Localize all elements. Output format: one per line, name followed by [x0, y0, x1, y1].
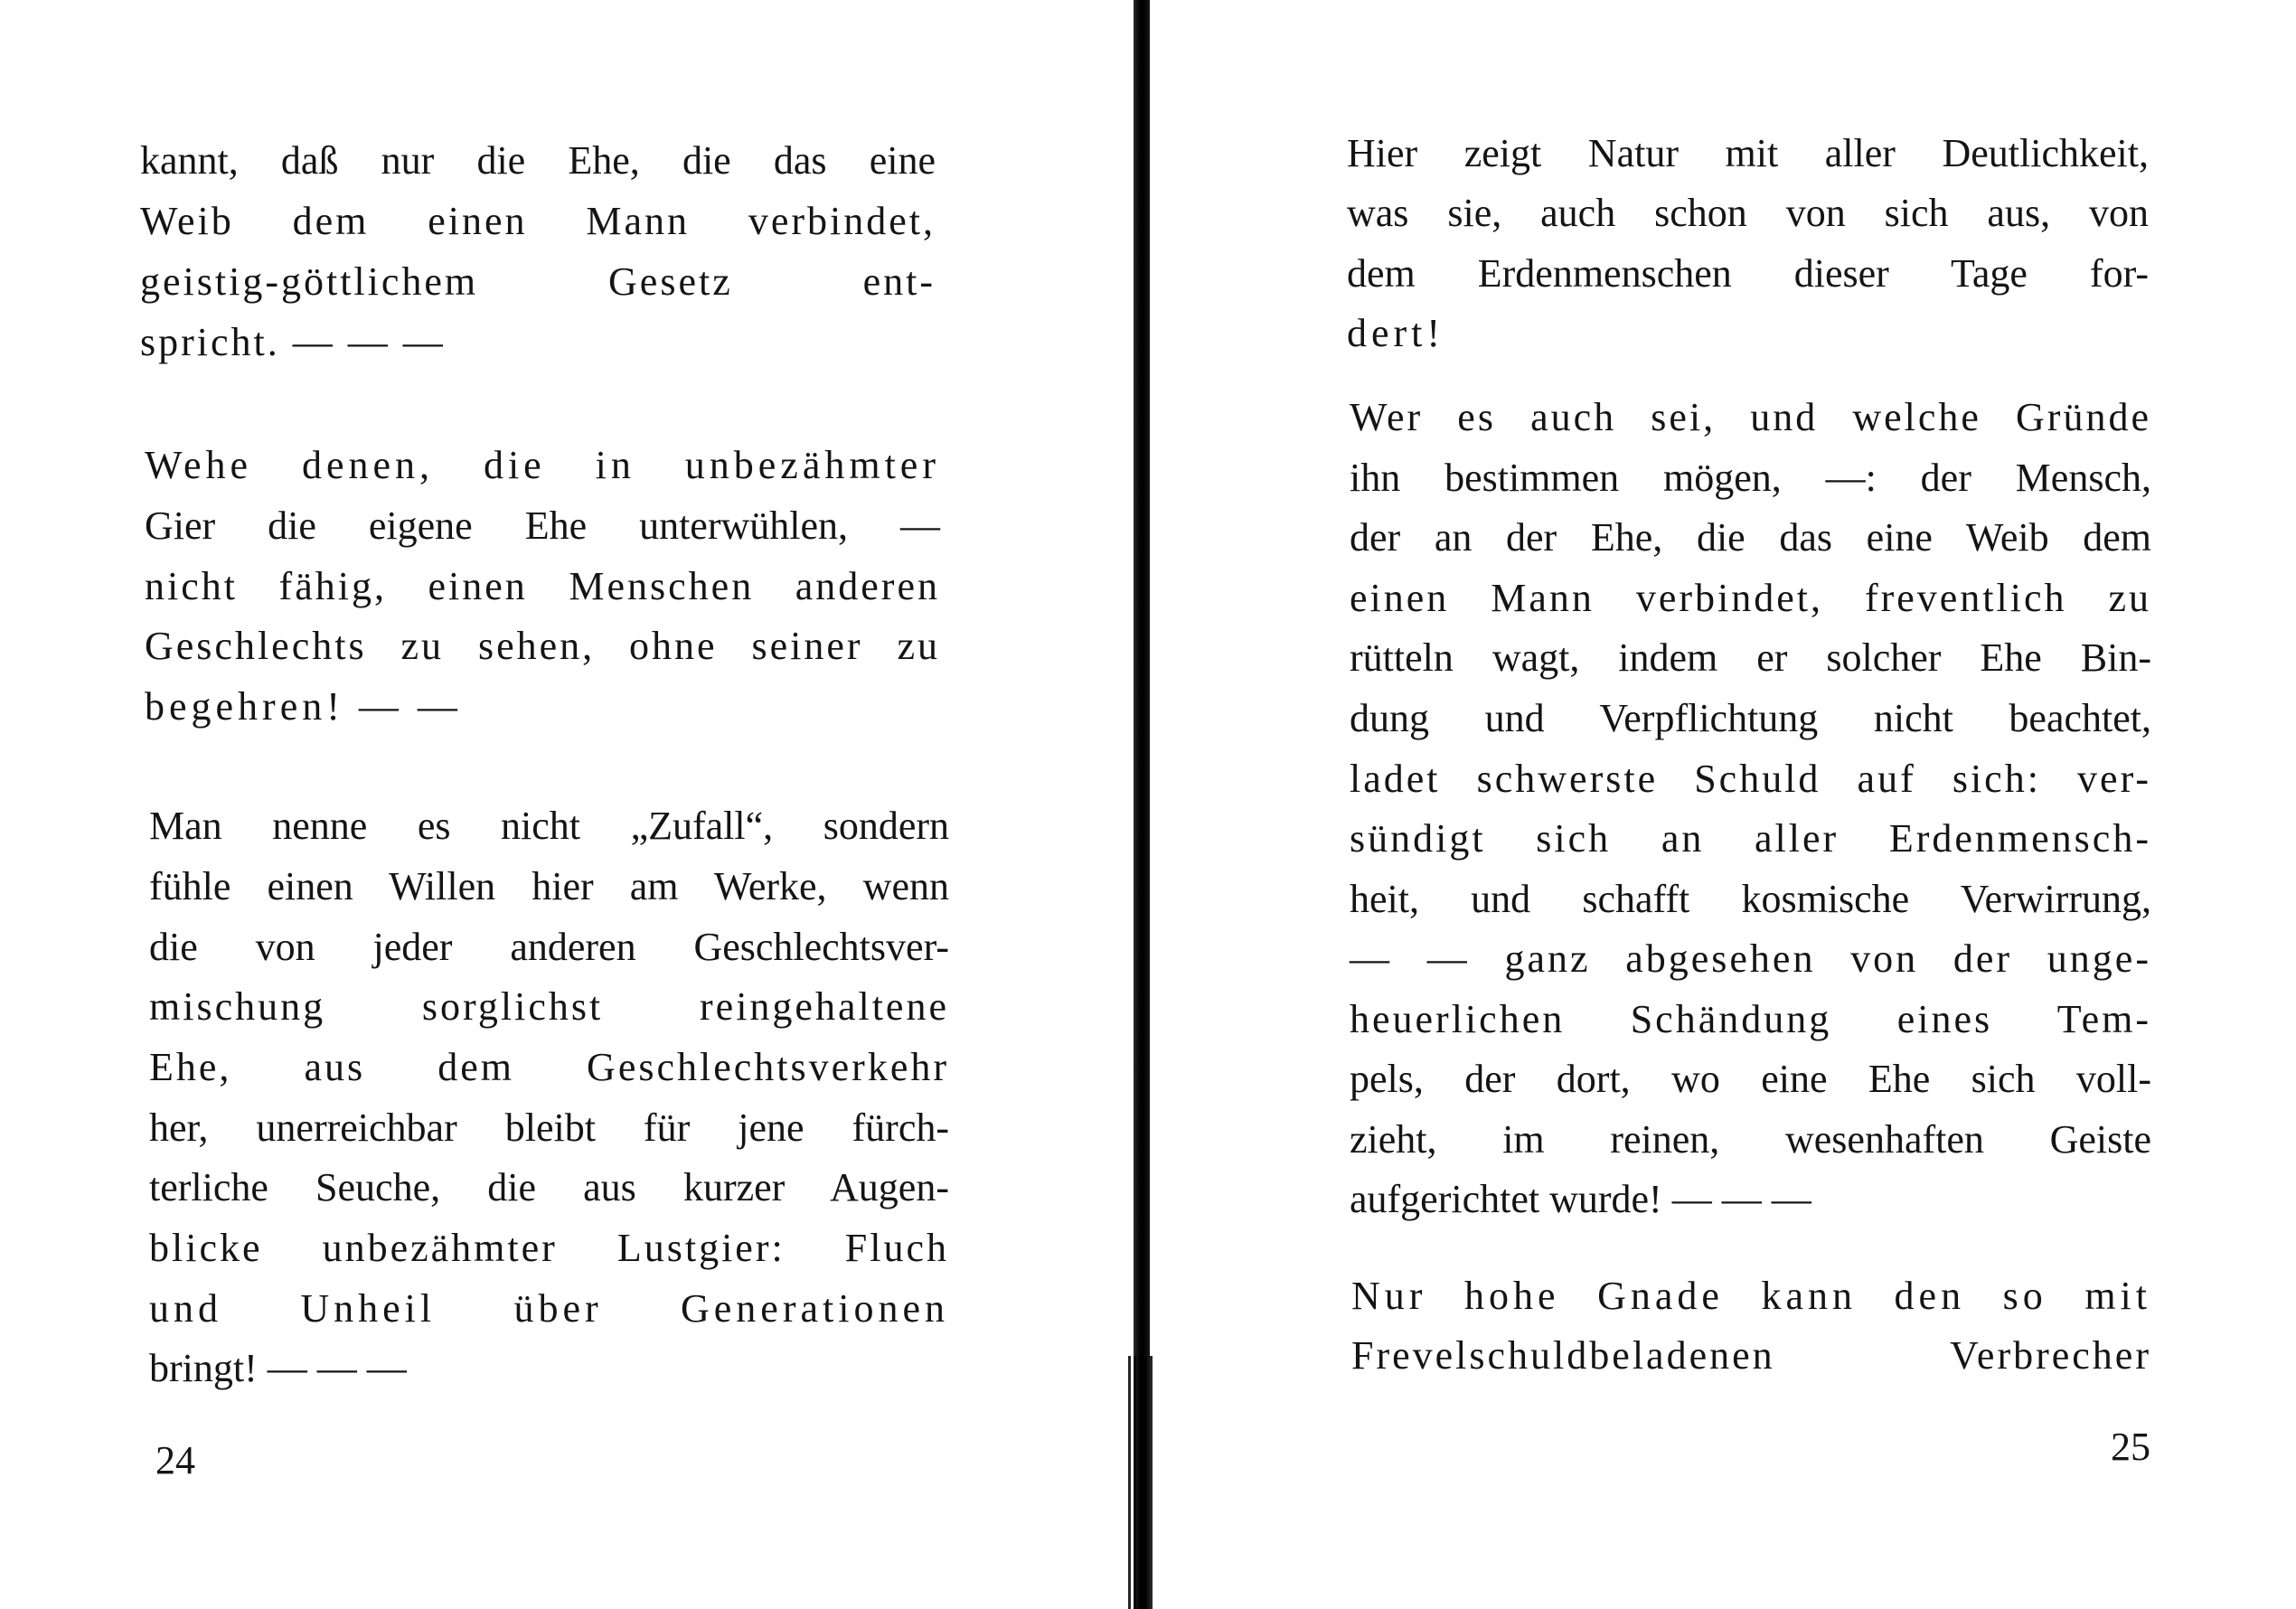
text-line: mischung sorglichst reingehaltene [149, 984, 949, 1029]
right-page [1153, 0, 2296, 1609]
text-line: pels, der dort, wo eine Ehe sich voll- [1350, 1057, 2151, 1101]
text-line: und Unheil über Generationen [149, 1286, 949, 1331]
text-line: bringt! — — — [149, 1346, 407, 1390]
text-line: ihn bestimmen mögen, —: der Mensch, [1350, 456, 2151, 500]
text-line: nicht fähig, einen Menschen anderen [145, 564, 940, 608]
text-line: heit, und schafft kosmische Verwirrung, [1350, 877, 2151, 921]
text-line: Ehe, aus dem Geschlechtsverkehr [149, 1045, 949, 1089]
text-line: ladet schwerste Schuld auf sich: ver- [1350, 757, 2151, 801]
text-line: sündigt sich an aller Erdenmensch- [1350, 816, 2151, 861]
text-line: was sie, auch schon von sich aus, von [1347, 191, 2149, 235]
page-number: 25 [2111, 1425, 2150, 1469]
text-line: aufgerichtet wurde! — — — [1350, 1177, 1811, 1221]
text-line: fühle einen Willen hier am Werke, wenn [149, 864, 949, 908]
text-line: dert! [1347, 311, 1445, 355]
page-number: 24 [155, 1438, 195, 1482]
text-line: heuerlichen Schändung eines Tem- [1350, 997, 2151, 1041]
text-line: Wer es auch sei, und welche Gründe [1350, 395, 2151, 439]
text-line: begehren! — — [145, 684, 462, 729]
text-line: einen Mann verbindet, freventlich zu [1350, 576, 2151, 620]
text-line: dem Erdenmenschen dieser Tage for- [1347, 251, 2149, 296]
text-line: Man nenne es nicht „Zufall“, sondern [149, 804, 949, 848]
text-line: spricht. — — — [140, 320, 446, 364]
text-line: terliche Seuche, die aus kurzer Augen- [149, 1165, 949, 1209]
text-line: der an der Ehe, die das eine Weib dem [1350, 515, 2151, 560]
text-line: zieht, im reinen, wesenhaften Geiste [1350, 1117, 2151, 1162]
text-line: — — ganz abgesehen von der unge- [1350, 936, 2151, 981]
text-line: die von jeder anderen Geschlechtsver- [149, 925, 949, 969]
book-spine-edge [1128, 1356, 1155, 1609]
text-line: Frevelschuldbeladenen Verbrecher [1351, 1333, 2151, 1378]
text-line: geistig-göttlichem Gesetz ent- [140, 259, 936, 304]
text-line: Hier zeigt Natur mit aller Deutlichkeit, [1347, 131, 2149, 175]
text-line: kannt, daß nur die Ehe, die das eine [140, 138, 936, 183]
text-line: rütteln wagt, indem er solcher Ehe Bin- [1350, 635, 2151, 680]
text-line: Weib dem einen Mann verbindet, [140, 199, 936, 243]
text-line: Nur hohe Gnade kann den so mit [1351, 1274, 2151, 1318]
text-line: Geschlechts zu sehen, ohne seiner zu [145, 624, 940, 668]
text-line: blicke unbezähmter Lustgier: Fluch [149, 1226, 949, 1270]
text-line: Wehe denen, die in unbezähmter [145, 443, 940, 487]
text-line: her, unerreichbar bleibt für jene fürch- [149, 1106, 949, 1150]
left-page [0, 0, 1134, 1609]
text-line: Gier die eigene Ehe unterwühlen, — [145, 503, 940, 548]
text-line: dung und Verpflichtung nicht beachtet, [1350, 696, 2151, 740]
